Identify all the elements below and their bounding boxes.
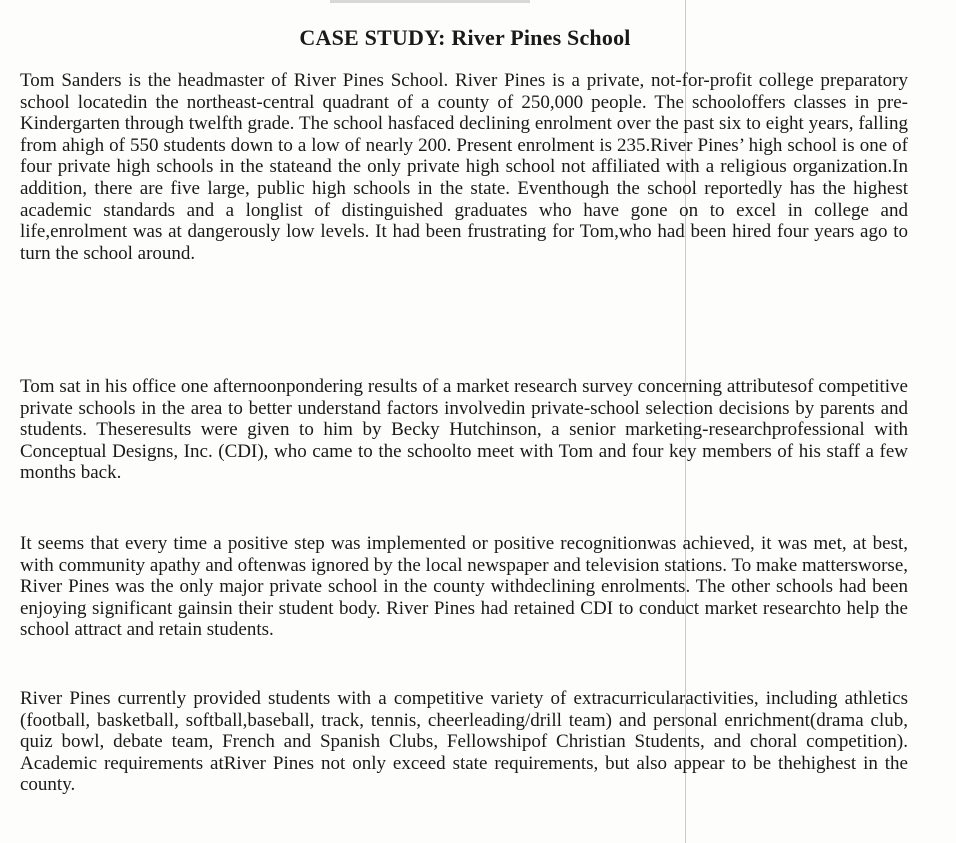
document-title: CASE STUDY: River Pines School bbox=[299, 25, 631, 50]
paragraph-3: It seems that every time a positive step was implemented or positive recognitionwas achieved, it was met, at best, with community apathy and oftenwas ignored by the local newspaper and television stations. To make mattersworse, River Pines was the only major private school in the county withdeclining enrolments. The other schools had been enjoying significant gainsin their student body. River Pines had retained CDI to conduct market researchto help the school attract and retain students. bbox=[20, 533, 908, 641]
scan-artifact-top bbox=[330, 0, 530, 3]
paragraph-1: Tom Sanders is the headmaster of River Pines School. River Pines is a private, not-for-profit college preparatory school locatedin the northeast-central quadrant of a county of 250,000 people. The schooloffers classes in pre-Kindergarten through twelfth grade. The school hasfaced declining enrolment over the past six to eight years, falling from ahigh of 550 students down to a low of nearly 200. Present enrolment is 235.River Pines’ high school is one of four private high schools in the stateand the only private high school not affiliated with a religious organization.In addition, there are five large, public high schools in the state. Eventhough the school reportedly has the highest academic standards and a longlist of distinguished graduates who have gone on to excel in college and life,enrolment was at dangerously low levels. It had been frustrating for Tom,who had been hired four years ago to turn the school around. bbox=[20, 70, 908, 264]
paragraph-2: Tom sat in his office one afternoonpondering results of a market research survey concerning attributesof competitive private schools in the area to better understand factors involvedin private-school selection decisions by parents and students. Theseresults were given to him by Becky Hutchinson, a senior marketing-researchprofessional with Conceptual Designs, Inc. (CDI), who came to the schoolto meet with Tom and four key members of his staff a few months back. bbox=[20, 376, 908, 484]
paragraph-4: River Pines currently provided students with a competitive variety of extracurricularactivities, including athletics (football, basketball, softball,baseball, track, tennis, cheerleading/drill team) and personal enrichment(drama club, quiz bowl, debate team, French and Spanish Clubs, Fellowshipof Christian Students, and choral competition). Academic requirements atRiver Pines not only exceed state requirements, but also appear to be thehighest in the county. bbox=[20, 688, 908, 796]
